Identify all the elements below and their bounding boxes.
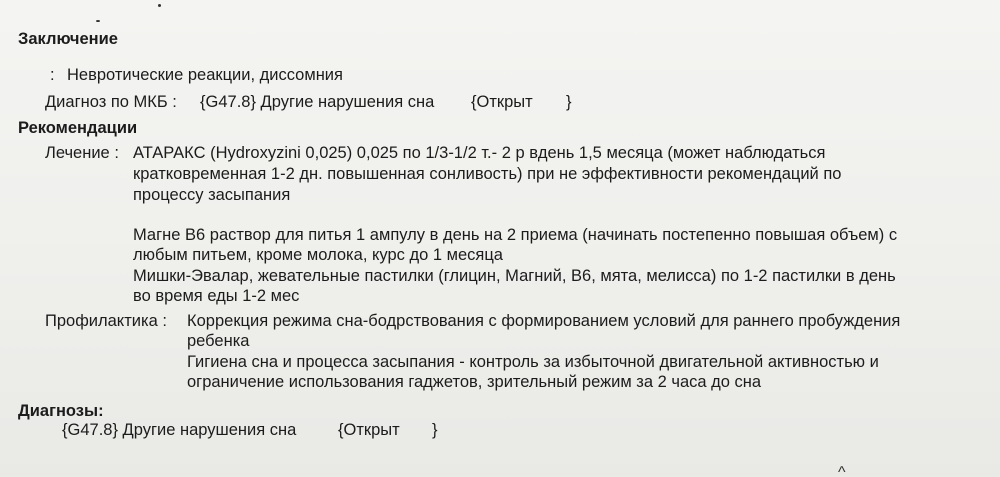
treatment-label: Лечение : xyxy=(45,144,119,162)
treatment-line: АТАРАКС (Hydroxyzini 0,025) 0,025 по 1/3-1/2 т.- 2 р вдень 1,5 месяца (может наблюдаться xyxy=(133,144,826,162)
treatment-line: Магне В6 раствор для питья 1 ампулу в день на 2 приема (начинать постепенно повышая объем) с xyxy=(133,226,898,244)
prophylaxis-label: Профилактика : xyxy=(45,312,167,330)
prophylaxis-line: ограничение использования гаджетов, зрительный режим за 2 часа до сна xyxy=(187,373,762,391)
conclusion-colon: : xyxy=(50,66,55,84)
scan-speck xyxy=(158,4,161,7)
mkb-close: } xyxy=(566,93,572,111)
treatment-line: Мишки-Эвалар, жевательные пастилки (глицин, Магний, В6, мята, мелисса) по 1-2 пастилки в день xyxy=(133,267,896,285)
mkb-status: {Открыт xyxy=(471,93,533,111)
diagnoses-heading: Диагнозы: xyxy=(18,402,104,420)
prophylaxis-line: ребенка xyxy=(187,332,250,350)
treatment-line: любым питьем, кроме молока, курс до 1 месяца xyxy=(133,246,503,264)
diagnoses-status: {Открыт xyxy=(338,421,400,439)
treatment-line: кратковременная 1-2 дн. повышенная сонливость) при не эффективности рекомендаций по xyxy=(133,165,842,183)
prophylaxis-line: Гигиена сна и процесса засыпания - контроль за избыточной двигательной активностью и xyxy=(187,353,879,371)
treatment-line: процессу засыпания xyxy=(133,186,291,204)
conclusion-heading: Заключение xyxy=(18,30,118,48)
mkb-label: Диагноз по МКБ : xyxy=(45,93,177,111)
caret-mark: ^ xyxy=(838,464,846,477)
scan-speck xyxy=(96,20,100,22)
treatment-line: во время еды 1-2 мес xyxy=(133,287,300,305)
diagnoses-value: {G47.8} Другие нарушения сна xyxy=(62,421,297,439)
conclusion-text: Невротические реакции, диссомния xyxy=(67,66,343,84)
prophylaxis-line: Коррекция режима сна-бодрствования с формированием условий для раннего пробуждения xyxy=(187,312,901,330)
recommendations-heading: Рекомендации xyxy=(18,119,138,137)
mkb-value: {G47.8} Другие нарушения сна xyxy=(200,93,435,111)
diagnoses-close: } xyxy=(432,421,438,439)
